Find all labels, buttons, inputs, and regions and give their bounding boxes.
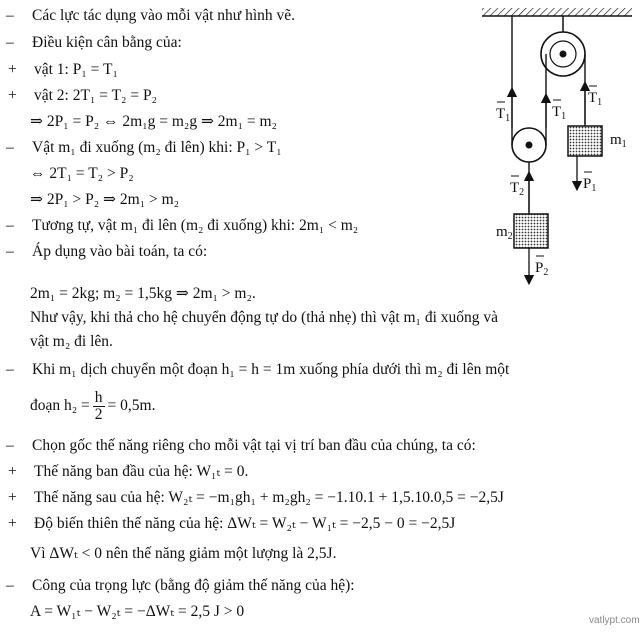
line-13: vật m₂ đi lên.: [30, 333, 113, 350]
movable-pulley: [512, 128, 546, 162]
line-2: – Điều kiện cân bằng của:: [6, 34, 182, 51]
line-4: + vật 2: 2T₁ = T₂ = P₂: [8, 87, 157, 104]
line-22: A = W₁ₜ − W₂ₜ = −ΔWₜ = 2,5 J > 0: [30, 603, 245, 620]
pulley-diagram: [470, 0, 640, 285]
svg-text:T1: $T_1$: [496, 106, 511, 124]
line-14: – Khi m₁ dịch chuyển một đoạn h₁ = h = 1m xuống phía dưới thì m₂ đi lên một: [6, 361, 510, 378]
line-15: đoạn h₂ = $\frac{h}{2}$ = 0,5m.: [30, 388, 156, 423]
block-m1: [568, 126, 602, 156]
svg-text:T1: $T_1$: [552, 104, 567, 122]
svg-text:m1: $m_1$: [610, 132, 627, 150]
block-m2: [514, 214, 548, 248]
line-5: ⇒ 2P₁ = P₂ ⇔ 2m₁g = m₂g ⇒ 2m₁ = m₂: [30, 113, 277, 130]
line-16: – Chọn gốc thế năng riêng cho mỗi vật tại vị trí ban đầu của chúng, ta có:: [6, 437, 476, 454]
label-T1-left: [496, 102, 510, 124]
label-T1-right: [588, 86, 602, 108]
line-7: ⇔ 2T₁ = T₂ > P₂: [30, 165, 134, 182]
label-m2: [496, 224, 513, 242]
svg-text:T1: $T_1$: [588, 90, 603, 108]
line-12: Như vậy, khi thả cho hệ chuyển động tự do (thả nhẹ) thì vật m₁ đi xuống và: [30, 309, 499, 326]
svg-text:T2: $T_2$: [510, 180, 525, 198]
line-17: + Thế năng ban đầu của hệ: W₁ₜ = 0.: [8, 463, 249, 480]
line-3: + vật 1: P₁ = T₁: [8, 61, 118, 78]
line-10: – Áp dụng vào bài toán, ta có:: [6, 243, 208, 260]
label-T1-mid: [552, 100, 566, 122]
watermark: vatlypt.com: [589, 615, 640, 626]
label-m1: [610, 132, 627, 150]
ceiling: [482, 8, 632, 16]
label-P1: [583, 172, 596, 194]
fixed-pulley: [541, 32, 585, 76]
line-21: – Công của trọng lực (bằng độ giảm thế năng của hệ):: [6, 577, 355, 594]
svg-text:P2: $P_2$: [535, 260, 549, 278]
line-6: – Vật m₁ đi xuống (m₂ đi lên) khi: P₁ > T₁: [6, 139, 282, 156]
label-P2: [535, 256, 548, 278]
line-19: + Độ biến thiên thế năng của hệ: ΔWₜ = W₂ₜ − W₁ₜ = −2,5 − 0 = −2,5J: [8, 515, 456, 532]
label-T2: [510, 176, 524, 198]
line-9: – Tương tự, vật m₁ đi lên (m₂ đi xuống) khi: 2m₁ < m₂: [6, 217, 359, 234]
svg-text:P1: $P_1$: [583, 176, 597, 194]
line-18: + Thế năng sau của hệ: W₂ₜ = −m₁gh₁ + m₂gh₂ = −1.10.1 + 1,5.10.0,5 = −2,5J: [8, 489, 504, 506]
fraction-h-over-2: $\frac{h}{2}$: [94, 388, 103, 423]
line-8: ⇒ 2P₁ > P₂ ⇒ 2m₁ > m₂: [30, 191, 180, 208]
line-11: 2m₁ = 2kg; m₂ = 1,5kg ⇒ 2m₁ > m₂.: [30, 285, 256, 302]
line-20: Vì ΔWₜ < 0 nên thế năng giảm một lượng là 2,5J.: [30, 545, 337, 562]
svg-text:m2: $m_2$: [496, 224, 513, 242]
line-1: – Các lực tác dụng vào mỗi vật như hình vẽ.: [6, 7, 296, 24]
